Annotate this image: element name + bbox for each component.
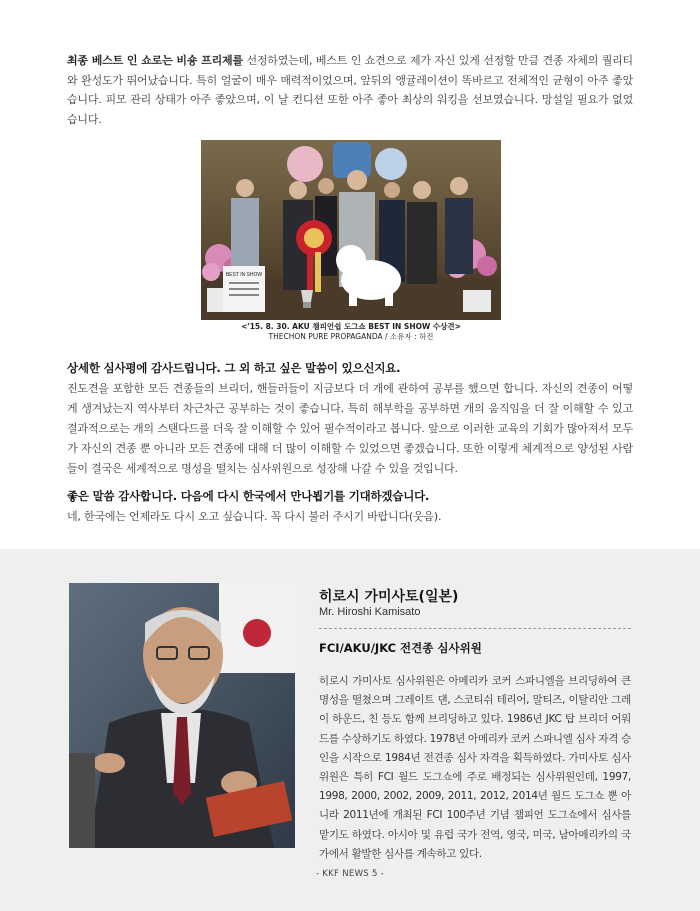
photo-caption-line2: THECHON PURE PROPAGANDA / 소유자 : 허진 — [268, 332, 434, 341]
judge-name-korean: 히로시 가미사토(일본) — [319, 589, 459, 605]
answer-1: 진도견을 포함한 모든 견종들의 브리더, 핸들러들이 지금보다 더 개에 관하여 공부를 했으면 합니다. 자신의 견종이 어떻게 생겨났는지 역사부터 차근차근 공부하는 것이 좋습니다. 특히 해부학을 공부하면 개의 움직임을 더 잘 이해할 수 있고 결과적으로는 개의 스탠다드를 더욱 잘 이해할 수 있어 필수적이라고 봅니다. 앞으로 이러한 교육의 기회가 많아져서 모두가 자신의 견종 뿐 아니라 모든 견종에 대해 더 많이 이해할 수 있었으면 좋겠습니다. 또한 이렇게 체계적으로 양성된 사람들이 결국은 세계적으로 명성을 떨치는 심사위원으로 성장해 나갈 수 있을 것입니다. — [67, 382, 633, 475]
answer-2: 네, 한국에는 언제라도 다시 오고 싶습니다. 꼭 다시 불러 주시기 바랍니다(웃음). — [67, 510, 442, 523]
best-in-show-photo-art — [201, 140, 501, 320]
best-in-show-photo — [201, 140, 501, 320]
photo-caption-line1: <'15. 8. 30. AKU 챔피언쉽 도그쇼 BEST IN SHOW 수상견> — [241, 322, 461, 331]
judge-name-english: Mr. Hiroshi Kamisato — [319, 606, 421, 618]
intro-lead-bold: 최종 베스트 인 쇼로는 비숑 프리제를 — [67, 54, 243, 67]
intro-lead-rest: 선정하였는데, 베스트 인 쇼견으로 제가 자신 있게 선정할 만큼 견종 자체의 퀄리티와 완성도가 뛰어났습니다. 특히 얼굴이 매우 매력적이었으며, 앞뒤의 앵귤레이션이 똑바르고 전체적인 균형이 아주 좋았습니다. 피모 관리 상태가 아주 좋았으며, 이 날 컨디션 또한 아주 좋아 최상의 워킹을 선보였습니다. 망설일 필요가 없었습니다. — [67, 54, 633, 126]
best-in-show-sign-text: BEST IN SHOW — [225, 272, 263, 278]
page-footer: - KKF NEWS 5 - — [315, 869, 385, 879]
judge-portrait — [69, 583, 295, 848]
judge-portrait-art — [69, 583, 295, 848]
question-2: 좋은 말씀 감사합니다. 다음에 다시 한국에서 만나뵙기를 기대하겠습니다. — [67, 489, 430, 503]
judge-title: FCI/AKU/JKC 전견종 심사위원 — [319, 641, 482, 655]
judge-bio: 히로시 가미사토 심사위원은 아메리카 코커 스파니엘을 브리딩하여 큰 명성을 떨쳤으며 그레이트 댄, 스코티쉬 테리어, 말티즈, 이탈리안 그레이 하운드, 친 등도 함께 브리딩하고 있다. 1986년 JKC 탑 브리더 어워드를 수상하기도 하였다. 1978년 아메리카 코커 스파니엘 심사 자격 승인을 시작으로 1984년 전견종 심사 자격을 획득하였다. 가미사토 심사위원은 특히 FCI 월드 도그쇼에 주로 배정되는 심사위원인데, 1997, 1998, 2000, 2002, 2009, 2011, 2012, 2014년 월드 도그쇼 뿐 아니라 2011년에 개최된 FCI 100주년 기념 챔피언 도그쇼에서 심사를 맡기도 하였다. 아시아 및 유럽 국가 전역, 영국, 미국, 남아메리카의 국가에서 활발한 심사를 계속하고 있다. — [319, 675, 631, 860]
question-1: 상세한 심사평에 감사드립니다. 그 외 하고 싶은 말씀이 있으신지요. — [67, 361, 401, 375]
intro-paragraph — [67, 51, 633, 129]
profile-divider — [319, 628, 631, 629]
photo-caption — [201, 322, 501, 342]
